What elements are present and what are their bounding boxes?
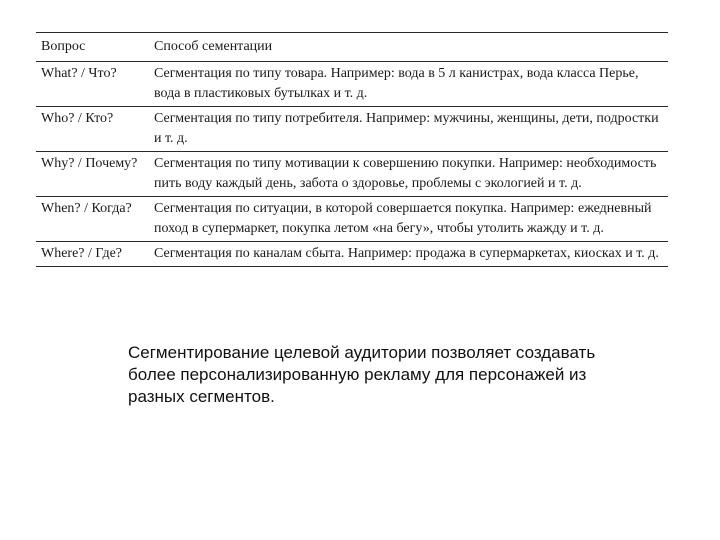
- row-question: Who? / Кто?: [41, 111, 114, 126]
- row-method: Сегментация по ситуации, в которой совершается покупка. Например: ежедневный поход в супермаркет, покупка летом «на бегу», чтобы утолить жажду и т. д.: [154, 201, 652, 236]
- table-row: [36, 242, 668, 267]
- table-row: [36, 107, 668, 152]
- table-row: [36, 62, 668, 107]
- segmentation-table: [36, 32, 668, 267]
- row-method: Сегментация по типу мотивации к совершению покупки. Например: необходимость пить воду каждый день, забота о здоровье, проблемы с экологией и т. д.: [154, 156, 657, 191]
- row-method: Сегментация по каналам сбыта. Например: продажа в супермаркетах, киосках и т. д.: [154, 246, 659, 261]
- row-question: Why? / Почему?: [41, 156, 138, 171]
- caption-text: Сегментирование целевой аудитории позволяет создавать более персонализированную рекламу для персонажей из разных сегментов.: [128, 343, 596, 406]
- header-method: Способ сементации: [154, 39, 273, 54]
- header-question: Вопрос: [41, 39, 86, 54]
- row-question: What? / Что?: [41, 66, 117, 81]
- row-method: Сегментация по типу потребителя. Например: мужчины, женщины, дети, подростки и т. д.: [154, 111, 659, 146]
- table-row: [36, 152, 668, 197]
- row-question: When? / Когда?: [41, 201, 132, 216]
- row-method: Сегментация по типу товара. Например: вода в 5 л канистрах, вода класса Перье, вода в пластиковых бутылках и т. д.: [154, 66, 639, 101]
- table-header-row: [36, 33, 668, 62]
- table-row: [36, 197, 668, 242]
- row-question: Where? / Где?: [41, 246, 122, 261]
